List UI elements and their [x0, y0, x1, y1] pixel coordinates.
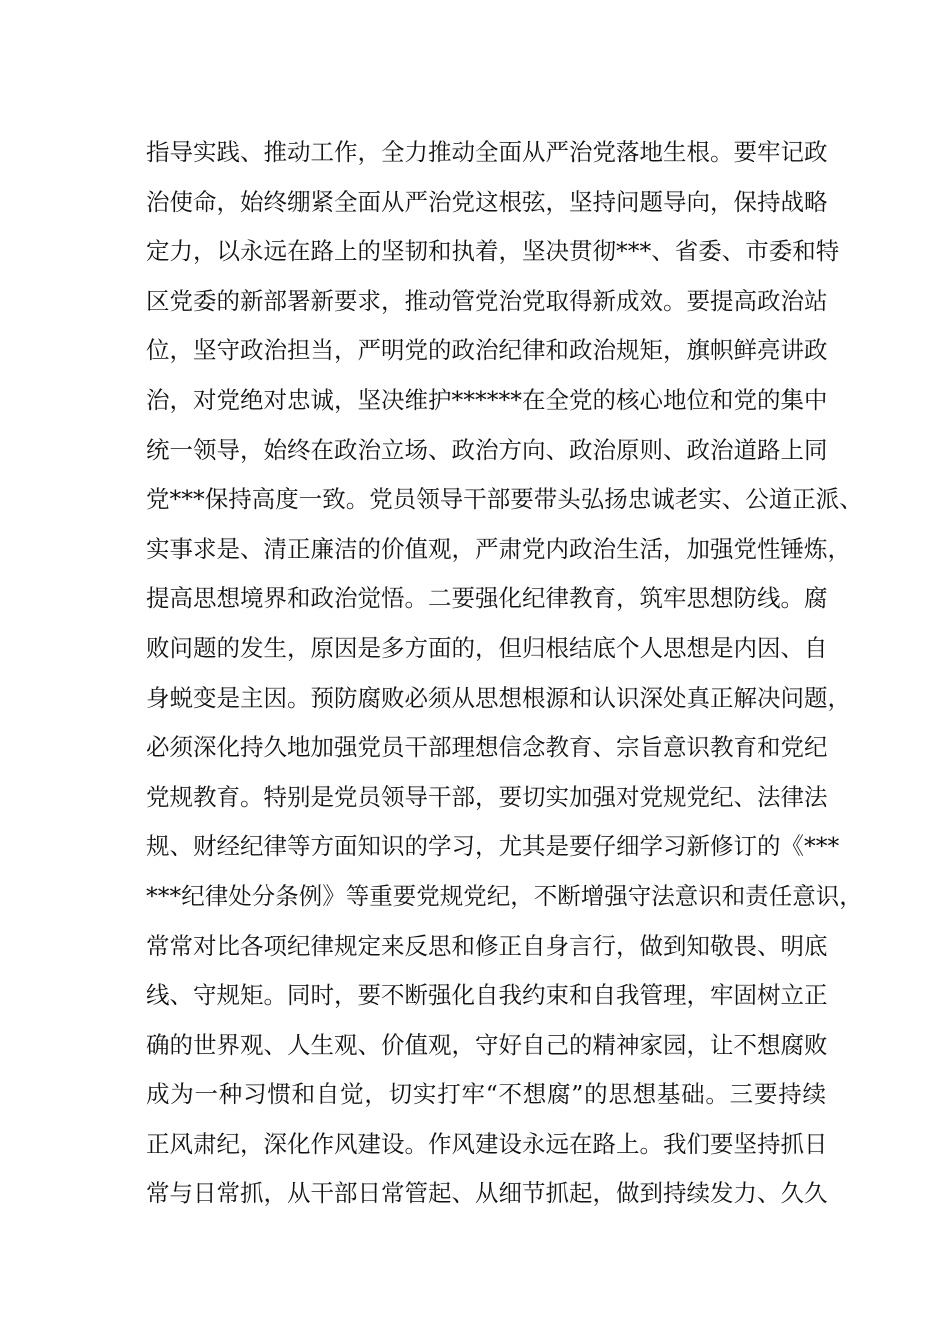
text-line: 区 党 委 的 新 部 署 新 要 求 ， 推 动 管 党 治 党 取 得 新 成 效 。 要 提 高 政 治 站: [146, 286, 828, 315]
text-line: 定 力 ， 以 永 远 在 路 上 的 坚 韧 和 执 着 ， 坚 决 贯 彻 * * * 、 省 委 、 市 委 和 特: [146, 237, 840, 266]
text-line: 身 蜕 变 是 主 因 。 预 防 腐 败 必 须 从 思 想 根 源 和 认 识 深 处 真 正 解 决 问 题 ，: [146, 683, 851, 712]
text-line: 指 导 实 践 、 推 动 工 作 ， 全 力 推 动 全 面 从 严 治 党 落 地 生 根 。 要 牢 记 政: [146, 138, 828, 166]
text-line: 常 与 日 常 抓 ， 从 干 部 日 常 管 起 、 从 细 节 抓 起 ， 做 到 持 续 发 力 、 久 久: [146, 1179, 828, 1208]
text-line: 位 ， 坚 守 政 治 担 当 ， 严 明 党 的 政 治 纪 律 和 政 治 规 矩 ， 旗 帜 鲜 亮 讲 政: [146, 336, 828, 365]
body-text: [146, 128, 863, 1219]
text-line: 治 ， 对 党 绝 对 忠 诚 ， 坚 决 维 护 * * * * * * 在 全 党 的 核 心 地 位 和 党 的 集 中: [146, 385, 828, 414]
text-line: 必 须 深 化 持 久 地 加 强 党 员 干 部 理 想 信 念 教 育 、 宗 旨 意 识 教 育 和 党 纪: [146, 733, 828, 762]
text-line: 统 一 领 导 ， 始 终 在 政 治 立 场 、 政 治 方 向 、 政 治 原 则 、 政 治 道 路 上 同: [146, 435, 828, 464]
text-line: 成 为 一 种 习 惯 和 自 觉 ， 切 实 打 牢 “ 不 想 腐 ” 的 思 想 基 础 。 三 要 持 续: [146, 1080, 826, 1109]
text-line: 党 规 教 育 。 特 别 是 党 员 领 导 干 部 ， 要 切 实 加 强 对 党 规 党 纪 、 法 律 法: [146, 782, 828, 811]
text-line: 实 事 求 是 、 清 正 廉 洁 的 价 值 观 ， 严 肃 党 内 政 治 生 活 ， 加 强 党 性 锤 炼 ，: [146, 534, 851, 563]
text-line: 提 高 思 想 境 界 和 政 治 觉 悟 。 二 要 强 化 纪 律 教 育 ， 筑 牢 思 想 防 线 。 腐: [146, 584, 828, 613]
text-line: * * * 纪 律 处 分 条 例 》 等 重 要 党 规 党 纪 ， 不 断 增 强 守 法 意 识 和 责 任 意 识 ，: [146, 881, 863, 910]
text-line: 常 常 对 比 各 项 纪 律 规 定 来 反 思 和 修 正 自 身 言 行 ， 做 到 知 敬 畏 、 明 底: [146, 931, 828, 960]
text-line: 治 使 命 ， 始 终 绷 紧 全 面 从 严 治 党 这 根 弦 ， 坚 持 问 题 导 向 ， 保 持 战 略: [146, 187, 828, 216]
text-line: 败 问 题 的 发 生 ， 原 因 是 多 方 面 的 ， 但 归 根 结 底 个 人 思 想 是 内 因 、 自: [146, 633, 828, 662]
text-line: 党 * * * 保 持 高 度 一 致 。 党 员 领 导 干 部 要 带 头 弘 扬 忠 诚 老 实 、 公 道 正 派 、: [146, 485, 863, 514]
text-line: 线 、 守 规 矩 。 同 时 ， 要 不 断 强 化 自 我 约 束 和 自 我 管 理 ， 牢 固 树 立 正: [146, 981, 828, 1010]
text-line: 正 风 肃 纪 ， 深 化 作 风 建 设 。 作 风 建 设 永 远 在 路 上 。 我 们 要 坚 持 抓 日: [146, 1129, 828, 1158]
text-line: 规 、 财 经 纪 律 等 方 面 知 识 的 学 习 ， 尤 其 是 要 仔 细 学 习 新 修 订 的 《 * * *: [146, 832, 840, 861]
text-line: 确 的 世 界 观 、 人 生 观 、 价 值 观 ， 守 好 自 己 的 精 神 家 园 ， 让 不 想 腐 败: [146, 1030, 828, 1059]
